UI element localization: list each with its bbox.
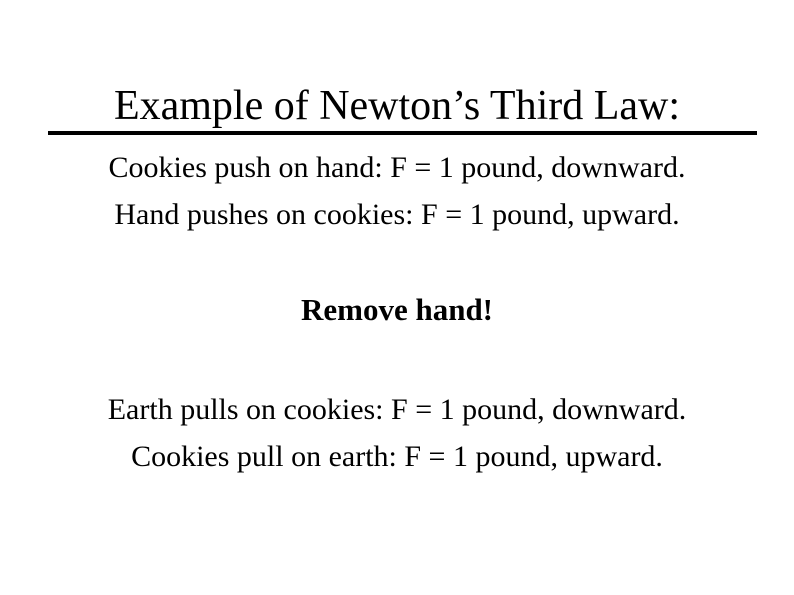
- statement-cookies-push-on-hand: Cookies push on hand: F = 1 pound, downward.: [108, 151, 686, 184]
- title-underline-divider: [48, 131, 757, 135]
- statement-earth-pulls-on-cookies: Earth pulls on cookies: F = 1 pound, downward.: [107, 393, 687, 426]
- remove-hand-emphasis: Remove hand!: [300, 292, 494, 327]
- slide-title: Example of Newton’s Third Law:: [113, 83, 681, 129]
- statement-cookies-pull-on-earth: Cookies pull on earth: F = 1 pound, upward.: [131, 440, 663, 473]
- statement-hand-pushes-on-cookies: Hand pushes on cookies: F = 1 pound, upward.: [114, 198, 680, 231]
